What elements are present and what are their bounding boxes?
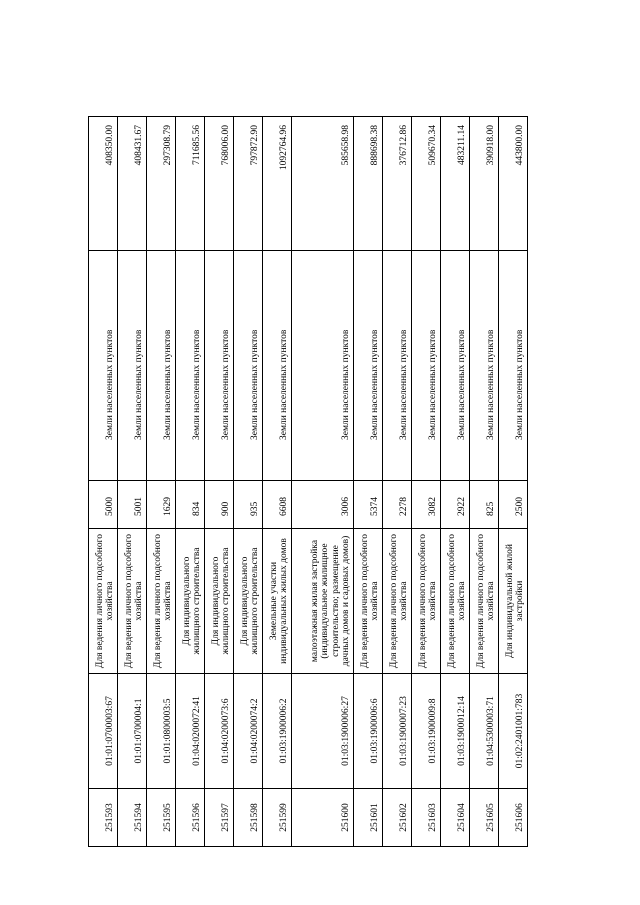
land-category: Земли населенных пунктов: [291, 251, 353, 481]
row-number: 251598: [233, 789, 262, 847]
area: 825: [469, 481, 498, 529]
cadastral-number: 01:04:0200074:2: [233, 674, 262, 789]
cadastral-value: 1092764.96: [262, 117, 291, 251]
land-category: Земли населенных пунктов: [498, 251, 527, 481]
cadastral-number: 01:02:2401001:783: [498, 674, 527, 789]
area: 5000: [88, 481, 117, 529]
table-row: [204, 117, 233, 847]
area: 2278: [382, 481, 411, 529]
table-row: [117, 117, 146, 847]
cadastral-value: 376712.86: [382, 117, 411, 251]
area: 1629: [146, 481, 175, 529]
area: 3082: [411, 481, 440, 529]
row-number: 251596: [175, 789, 204, 847]
area: 6608: [262, 481, 291, 529]
cadastral-value: 797872.90: [233, 117, 262, 251]
permitted-use: Для ведения личного подсобного хозяйства: [411, 529, 440, 674]
cadastral-value: 483211.14: [440, 117, 469, 251]
land-category: Земли населенных пунктов: [117, 251, 146, 481]
table-row: [88, 117, 117, 847]
cadastral-value: 585658.98: [291, 117, 353, 251]
row-number: 251602: [382, 789, 411, 847]
permitted-use: Для индивидуального жилищного строительства: [204, 529, 233, 674]
land-category: Земли населенных пунктов: [233, 251, 262, 481]
row-number: 251605: [469, 789, 498, 847]
cadastral-number: 01:01:0700003:67: [88, 674, 117, 789]
area: 3006: [291, 481, 353, 529]
land-category: Земли населенных пунктов: [353, 251, 382, 481]
table-row: [262, 117, 291, 847]
row-number: 251595: [146, 789, 175, 847]
table-row: [146, 117, 175, 847]
permitted-use: Для ведения личного подсобного хозяйства: [146, 529, 175, 674]
permitted-use: Для индивидуальной жилой застройки: [498, 529, 527, 674]
row-number: 251597: [204, 789, 233, 847]
land-category: Земли населенных пунктов: [175, 251, 204, 481]
cadastral-value: 390918.00: [469, 117, 498, 251]
cadastral-number: 01:03:1900006:6: [353, 674, 382, 789]
rotated-table-container: [88, 117, 528, 847]
table-row: [382, 117, 411, 847]
land-category: Земли населенных пунктов: [146, 251, 175, 481]
cadastral-value: 768006.00: [204, 117, 233, 251]
land-category: Земли населенных пунктов: [262, 251, 291, 481]
permitted-use: Для индивидуального жилищного строительства: [175, 529, 204, 674]
land-category: Земли населенных пунктов: [469, 251, 498, 481]
permitted-use: малоэтажная жилая застройка (индивидуальное жилищное строительство; размещение дачных домов и садовых домов): [291, 529, 353, 674]
table-row: [469, 117, 498, 847]
cadastral-value: 888698.38: [353, 117, 382, 251]
table-row: [291, 117, 353, 847]
land-category: Земли населенных пунктов: [440, 251, 469, 481]
area: 5001: [117, 481, 146, 529]
cadastral-number: 01:03:1900012:14: [440, 674, 469, 789]
table-row: [175, 117, 204, 847]
cadastral-value: 711685.56: [175, 117, 204, 251]
cadastral-value: 408431.67: [117, 117, 146, 251]
permitted-use: Для ведения личного подсобного хозяйства: [440, 529, 469, 674]
cadastral-value: 509670.34: [411, 117, 440, 251]
permitted-use: Для ведения личного подсобного хозяйства: [353, 529, 382, 674]
land-category: Земли населенных пунктов: [88, 251, 117, 481]
permitted-use: Для ведения личного подсобного хозяйства: [117, 529, 146, 674]
row-number: 251601: [353, 789, 382, 847]
cadastral-value: 408350.00: [88, 117, 117, 251]
row-number: 251603: [411, 789, 440, 847]
area: 5374: [353, 481, 382, 529]
area: 2500: [498, 481, 527, 529]
area: 935: [233, 481, 262, 529]
cadastral-number: 01:04:0200072:41: [175, 674, 204, 789]
table-body: [88, 117, 527, 847]
permitted-use: Для ведения личного подсобного хозяйства: [469, 529, 498, 674]
table-row: [440, 117, 469, 847]
cadastral-number: 01:03:1900007:23: [382, 674, 411, 789]
row-number: 251600: [291, 789, 353, 847]
table-row: [498, 117, 527, 847]
cadastral-number: 01:01:0700004:1: [117, 674, 146, 789]
area: 2922: [440, 481, 469, 529]
land-parcels-table: [88, 116, 528, 847]
row-number: 251594: [117, 789, 146, 847]
cadastral-number: 01:03:1900006:2: [262, 674, 291, 789]
land-category: Земли населенных пунктов: [382, 251, 411, 481]
permitted-use: Для ведения личного подсобного хозяйства: [88, 529, 117, 674]
cadastral-number: 01:03:1900009:8: [411, 674, 440, 789]
row-number: 251599: [262, 789, 291, 847]
cadastral-number: 01:04:0200073:6: [204, 674, 233, 789]
cadastral-value: 297308.79: [146, 117, 175, 251]
area: 900: [204, 481, 233, 529]
permitted-use: Для ведения личного подсобного хозяйства: [382, 529, 411, 674]
table-row: [353, 117, 382, 847]
row-number: 251593: [88, 789, 117, 847]
permitted-use: Земельные участки индивидуальных жилых домов: [262, 529, 291, 674]
row-number: 251606: [498, 789, 527, 847]
cadastral-number: 01:01:0800003:5: [146, 674, 175, 789]
cadastral-number: 01:04:5300003:71: [469, 674, 498, 789]
land-category: Земли населенных пунктов: [204, 251, 233, 481]
permitted-use: Для индивидуального жилищного строительства: [233, 529, 262, 674]
area: 834: [175, 481, 204, 529]
cadastral-number: 01:03:1900006:27: [291, 674, 353, 789]
table-row: [411, 117, 440, 847]
row-number: 251604: [440, 789, 469, 847]
table-row: [233, 117, 262, 847]
cadastral-value: 443800.00: [498, 117, 527, 251]
land-category: Земли населенных пунктов: [411, 251, 440, 481]
